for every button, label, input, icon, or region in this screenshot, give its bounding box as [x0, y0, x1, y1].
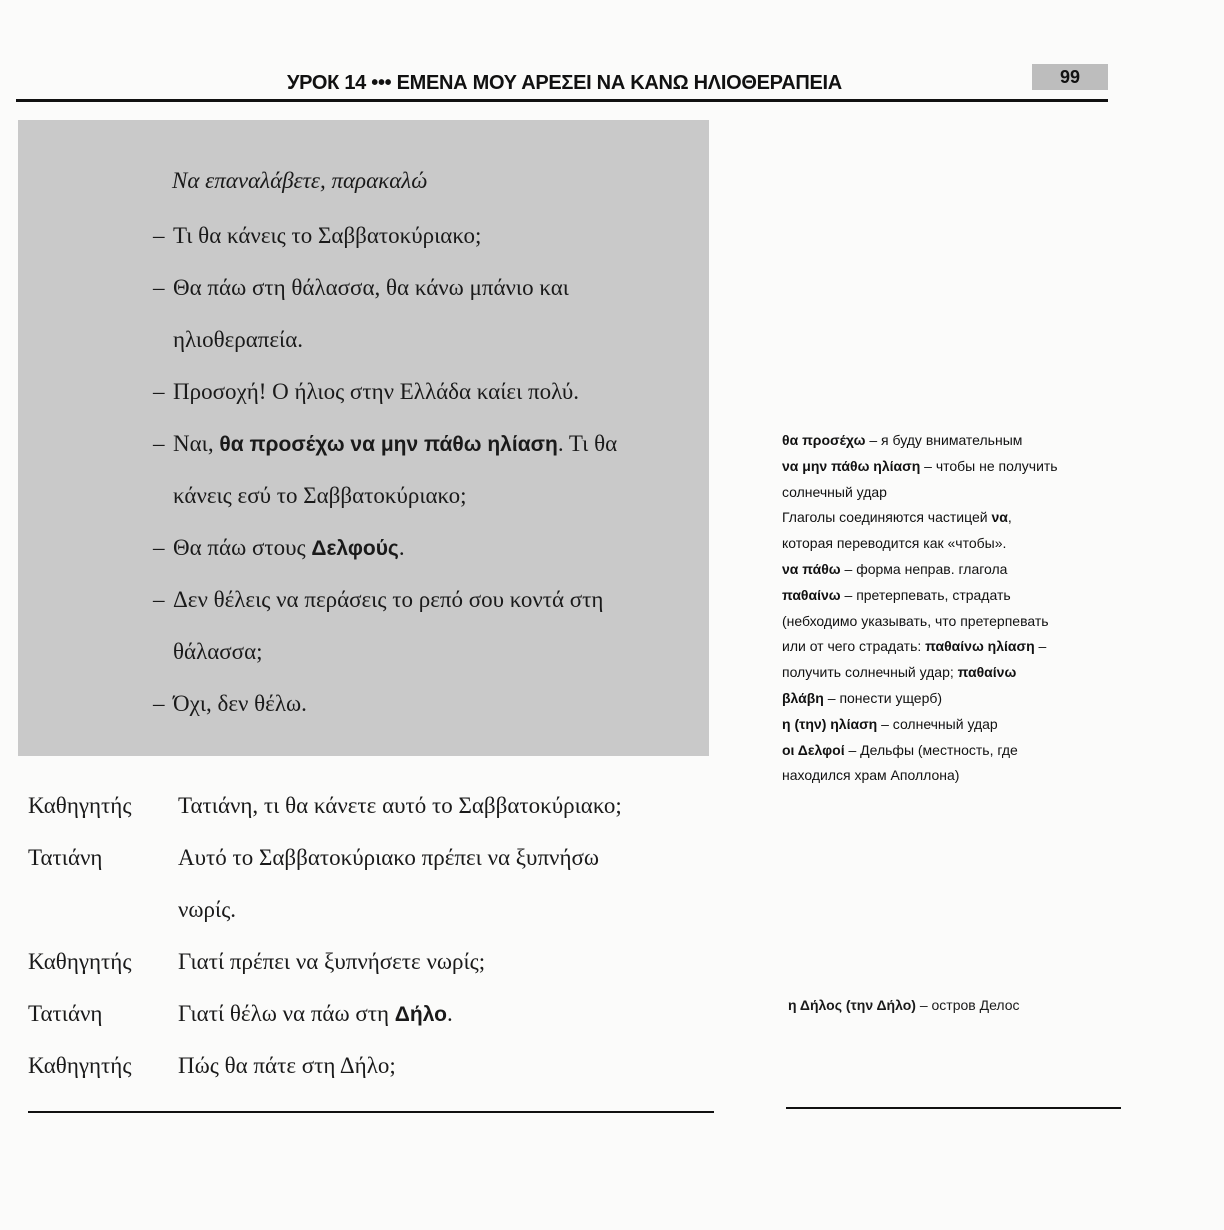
speaker-name: Τατιάνη [28, 1001, 103, 1026]
speaker-name: Καθηγητής [28, 1053, 132, 1078]
notes-bottom-rule [786, 1107, 1121, 1109]
vocabulary-notes [782, 428, 1122, 789]
exercise-line: θάλασσα; [173, 639, 263, 664]
dialogue-text: Αυτό το Σαββατοκύριακο πρέπει να ξυπνήσω [178, 845, 600, 870]
note-row: βλάβη – понести ущерб) [782, 689, 943, 706]
note-row: (небходимо указывать, что претерпевать [782, 612, 1049, 629]
note-row: солнечный удар [782, 483, 887, 500]
speaker-name: Τατιάνη [28, 845, 103, 870]
exercise-line: κάνεις εσύ το Σαββατοκύριακο; [173, 483, 467, 508]
note-row: которая переводится как «чтобы». [782, 535, 1007, 552]
exercise-line: – Ναι, θα προσέχω να μην πάθω ηλίαση. Τι θα [153, 431, 618, 456]
exercise-line: – Όχι, δεν θέλω. [153, 691, 307, 716]
note-row: находился храм Аполлона) [782, 767, 960, 784]
dialogue-text: Γιατί θέλω να πάω στη Δήλο. [178, 1001, 453, 1026]
page-number: 99 [1032, 64, 1108, 90]
exercise-line: ηλιοθεραπεία. [173, 327, 304, 352]
dialogue-text: Πώς θα πάτε στη Δήλο; [178, 1053, 396, 1078]
exercise-line: – Τι θα κάνεις το Σαββατοκύριακο; [153, 223, 482, 248]
note-row: получить солнечный удар; παθαίνω [782, 664, 1017, 681]
header-rule [16, 99, 1108, 102]
speaker-name: Καθηγητής [28, 793, 132, 818]
exercise-line: – Θα πάω στους Δελφούς. [153, 535, 405, 560]
note-row: или от чего страдать: παθαίνω ηλίαση – [782, 638, 1047, 655]
note-row: Глаголы соединяются частицей να, [782, 509, 1012, 526]
chapter-title: УРОК 14 ••• ЕМЕΝΑ ΜΟΥ ΑΡΕΣΕΙ ΝΑ ΚΑΝΩ ΗΛΙΟΘΕΡΑΠΕΙΑ [287, 72, 842, 94]
note-row: η (την) ηλίαση – солнечный удар [782, 715, 998, 732]
speaker-name: Καθηγητής [28, 949, 132, 974]
dialogue-text: Τατιάνη, τι θα κάνετε αυτό το Σαββατοκύριακο; [178, 793, 622, 818]
note-row: οι Δελφοί – Дельфы (местность, где [782, 741, 1018, 758]
note-row: να πάθω – форма неправ. глагола [782, 560, 1008, 577]
note-row: παθαίνω – претерпевать, страдать [782, 586, 1011, 603]
note-row: θα προσέχω – я буду внимательным [782, 432, 1023, 448]
exercise-heading: Να επαναλάβετε, παρακαλώ [172, 168, 428, 193]
exercise-line: – Προσοχή! Ο ήλιος στην Ελλάδα καίει πολύ. [153, 379, 580, 404]
exercise-line: – Θα πάω στη θάλασσα, θα κάνω μπάνιο και [153, 275, 569, 300]
dialogue-text: νωρίς. [178, 897, 237, 922]
dialogue-text: Γιατί πρέπει να ξυπνήσετε νωρίς; [178, 949, 486, 974]
bottom-rule [28, 1111, 714, 1113]
note-delos: η Δήλος (την Δήλο) – остров Делос [788, 997, 1020, 1013]
exercise-line: – Δεν θέλεις να περάσεις το ρεπό σου κοντά στη [153, 587, 604, 612]
note-row: να μην πάθω ηλίαση – чтобы не получить [782, 457, 1058, 474]
